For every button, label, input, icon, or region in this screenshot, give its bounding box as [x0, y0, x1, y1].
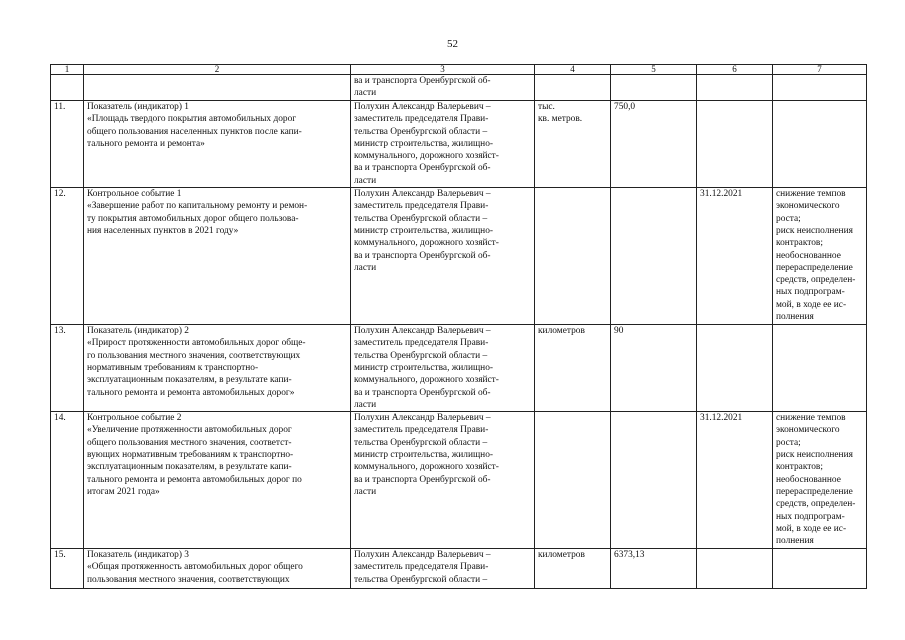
value-cell: 90 — [611, 325, 697, 412]
table-row — [51, 325, 867, 412]
deadline-cell — [697, 75, 773, 101]
unit-cell — [535, 75, 611, 101]
risk-cell — [773, 75, 867, 101]
column-header: 1 — [51, 65, 84, 75]
column-header: 5 — [611, 65, 697, 75]
column-header: 4 — [535, 65, 611, 75]
item-description-cell: Контрольное событие 1 «Завершение работ по капитальному ремонту и ремон- ту покрытия автомобильных дорог общего пользова- ния населенных пунктов в 2021 году» — [84, 188, 351, 325]
row-number-cell — [51, 75, 84, 101]
unit-cell: километров — [535, 549, 611, 589]
table-row — [51, 101, 867, 188]
table-row — [51, 188, 867, 325]
column-header: 6 — [697, 65, 773, 75]
risk-cell: снижение темпов экономического роста; риск неисполнения контрактов; необоснованное перераспределение средств, определен- ных подпрограм- мой, в ходе ее ис- полнения — [773, 412, 867, 549]
deadline-cell — [697, 325, 773, 412]
item-description-cell: Показатель (индикатор) 1 «Площадь твердого покрытия автомобильных дорог общего пользования населенных пунктов после капи- тального ремонта и ремонта» — [84, 101, 351, 188]
unit-cell: тыс. кв. метров. — [535, 101, 611, 188]
responsible-person-cell: Полухин Александр Валерьевич – заместитель председателя Прави- тельства Оренбургской области – министр строительства, жилищно- коммунального, дорожного хозяйст- ва и транспорта Оренбургской об- ласти — [351, 412, 535, 549]
item-description-cell — [84, 75, 351, 101]
item-description-cell: Показатель (индикатор) 2 «Прирост протяженности автомобильных дорог обще- го пользования местного значения, соответствующих нормативным требованиям к транспортно- эксплуатационным показателям, в результате капи- тального ремонта и ремонта автомобильных дорог» — [84, 325, 351, 412]
plan-table — [50, 64, 867, 589]
value-cell: 6373,13 — [611, 549, 697, 589]
responsible-person-cell: Полухин Александр Валерьевич – заместитель председателя Прави- тельства Оренбургской области – министр строительства, жилищно- коммунального, дорожного хозяйст- ва и транспорта Оренбургской об- ласти — [351, 188, 535, 325]
table-row — [51, 549, 867, 589]
table-row — [51, 412, 867, 549]
row-number-cell: 11. — [51, 101, 84, 188]
unit-cell: километров — [535, 325, 611, 412]
deadline-cell: 31.12.2021 — [697, 188, 773, 325]
risk-cell — [773, 549, 867, 589]
row-number-cell: 13. — [51, 325, 84, 412]
column-header: 3 — [351, 65, 535, 75]
column-number-row — [51, 65, 867, 75]
column-header: 7 — [773, 65, 867, 75]
deadline-cell — [697, 101, 773, 188]
row-number-cell: 15. — [51, 549, 84, 589]
deadline-cell — [697, 549, 773, 589]
row-number-cell: 14. — [51, 412, 84, 549]
risk-cell — [773, 101, 867, 188]
responsible-person-cell: ва и транспорта Оренбургской об- ласти — [351, 75, 535, 101]
value-cell — [611, 412, 697, 549]
column-header: 2 — [84, 65, 351, 75]
risk-cell: снижение темпов экономического роста; риск неисполнения контрактов; необоснованное перераспределение средств, определен- ных подпрограм- мой, в ходе ее ис- полнения — [773, 188, 867, 325]
deadline-cell: 31.12.2021 — [697, 412, 773, 549]
table-row — [51, 75, 867, 101]
responsible-person-cell: Полухин Александр Валерьевич – заместитель председателя Прави- тельства Оренбургской области – министр строительства, жилищно- коммунального, дорожного хозяйст- ва и транспорта Оренбургской об- ласти — [351, 325, 535, 412]
responsible-person-cell: Полухин Александр Валерьевич – заместитель председателя Прави- тельства Оренбургской области – — [351, 549, 535, 589]
value-cell — [611, 75, 697, 101]
item-description-cell: Контрольное событие 2 «Увеличение протяженности автомобильных дорог общего пользования местного значения, соответст- вующих нормативным требованиям к транспортно- эксплуатационным показателям, в результате капи- тального ремонта и ремонта автомобильных дорог по итогам 2021 года» — [84, 412, 351, 549]
item-description-cell: Показатель (индикатор) 3 «Общая протяженность автомобильных дорог общего пользования местного значения, соответствующих — [84, 549, 351, 589]
responsible-person-cell: Полухин Александр Валерьевич – заместитель председателя Прави- тельства Оренбургской области – министр строительства, жилищно- коммунального, дорожного хозяйст- ва и транспорта Оренбургской об- ласти — [351, 101, 535, 188]
value-cell — [611, 188, 697, 325]
page-number: 52 — [447, 38, 458, 50]
unit-cell — [535, 188, 611, 325]
unit-cell — [535, 412, 611, 549]
value-cell: 750,0 — [611, 101, 697, 188]
risk-cell — [773, 325, 867, 412]
row-number-cell: 12. — [51, 188, 84, 325]
